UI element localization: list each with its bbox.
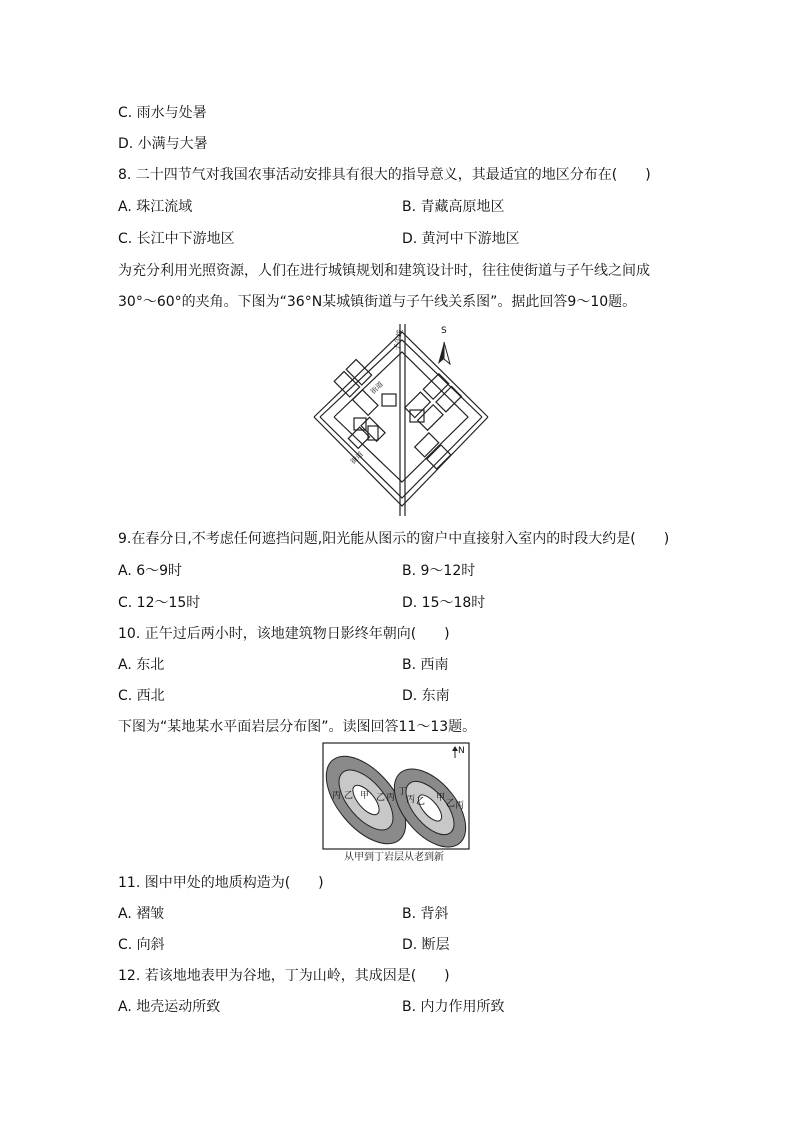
q11-option-d: D. 断层 xyxy=(402,937,450,953)
q9-stem: 9.在春分日,不考虑任何遮挡问题,阳光能从图示的窗户中直接射入室内的时段大约是( ) xyxy=(118,531,670,547)
street-label-upper: 街道 xyxy=(369,380,385,396)
q8-option-c: C. 长江中下游地区 xyxy=(118,231,235,247)
q8-stem: 8. 二十四节气对我国农事活动安排具有很大的指导意义，其最适宜的地区分布在( ) xyxy=(118,167,651,183)
q9-option-d: D. 15～18时 xyxy=(402,595,486,611)
street-meridian-figure xyxy=(306,322,490,518)
strata-left-0: 丙 xyxy=(332,791,342,801)
strata-right-5: 丙 xyxy=(455,801,465,811)
strata-left-4: 丙 xyxy=(386,793,396,803)
strata-right-4: 乙 xyxy=(446,799,456,809)
q11-stem: 11. 图中甲处的地质构造为( ) xyxy=(118,875,324,891)
strata-right-2: 乙 xyxy=(416,797,426,807)
intro-11-13: 下图为“某地某水平面岩层分布图”。读图回答11～13题。 xyxy=(118,719,477,735)
q11-option-c: C. 向斜 xyxy=(118,937,165,953)
strata-right-3: 甲 xyxy=(436,793,446,803)
north-label: N xyxy=(458,746,465,756)
strata-caption: 从甲到丁岩层从老到新 xyxy=(344,852,444,863)
strata-left-1: 乙 xyxy=(344,791,354,801)
q8-option-b: B. 青藏高原地区 xyxy=(402,199,505,215)
q8-option-a: A. 珠江流域 xyxy=(118,199,193,215)
q9-option-a: A. 6～9时 xyxy=(118,563,183,579)
q7-option-d: D. 小满与大暑 xyxy=(118,136,208,152)
q12-stem: 12. 若该地地表甲为谷地，丁为山岭，其成因是( ) xyxy=(118,968,450,984)
q9-option-b: B. 9～12时 xyxy=(402,563,476,579)
q7-option-c: C. 雨水与处暑 xyxy=(118,105,207,121)
q10-stem: 10. 正午过后两小时，该地建筑物日影终年朝向( ) xyxy=(118,626,450,642)
compass-arrow-icon xyxy=(438,342,450,364)
q11-option-b: B. 背斜 xyxy=(402,906,449,922)
strata-right-0: 丁 xyxy=(398,787,408,797)
q10-option-d: D. 东南 xyxy=(402,688,450,704)
q8-option-d: D. 黄河中下游地区 xyxy=(402,231,520,247)
q10-option-b: B. 西南 xyxy=(402,657,449,673)
q10-option-a: A. 东北 xyxy=(118,657,165,673)
strata-right-1: 丙 xyxy=(406,795,416,805)
strata-left-3: 乙 xyxy=(376,793,386,803)
compass-label: S xyxy=(441,326,447,336)
q12-option-b: B. 内力作用所致 xyxy=(402,999,505,1015)
q10-option-c: C. 西北 xyxy=(118,688,165,704)
meridian-label: 子午线 xyxy=(392,328,405,352)
q9-option-c: C. 12～15时 xyxy=(118,595,201,611)
q11-option-a: A. 褶皱 xyxy=(118,906,165,922)
intro-9-10-line1: 为充分利用光照资源，人们在进行城镇规划和建筑设计时，往往使街道与子午线之间成 xyxy=(118,263,650,279)
strata-left-2: 甲 xyxy=(360,791,370,801)
q12-option-a: A. 地壳运动所致 xyxy=(118,999,221,1015)
intro-9-10-line2: 30°～60°的夹角。下图为“36°N某城镇街道与子午线关系图”。据此回答9～10题。 xyxy=(118,294,637,310)
street-label-lower: 街道 xyxy=(349,450,365,466)
